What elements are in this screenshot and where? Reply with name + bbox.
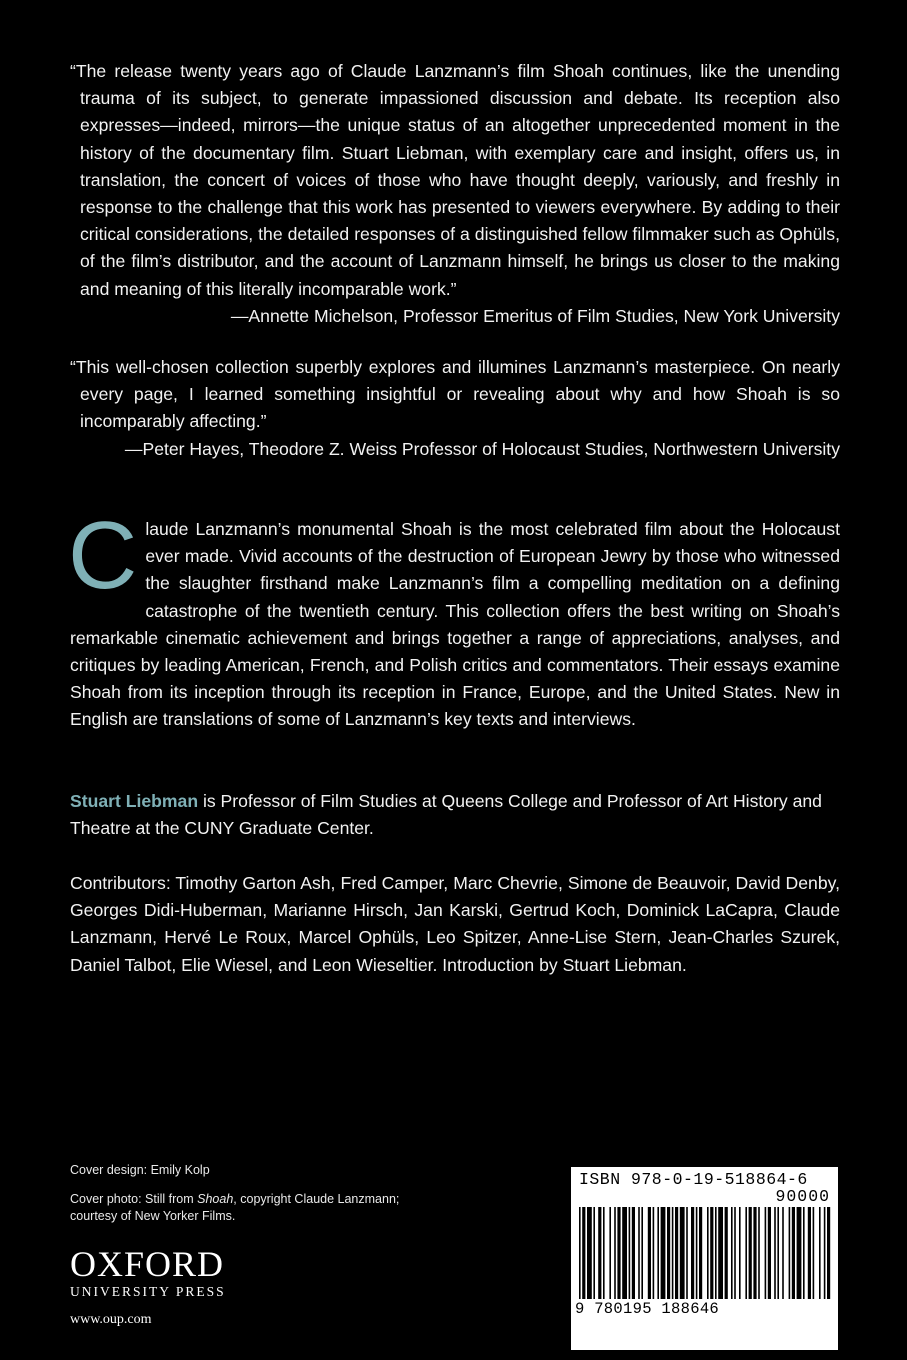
- barcode-bar: [715, 1207, 717, 1299]
- barcode-bar: [824, 1207, 826, 1299]
- barcode-bar: [797, 1207, 802, 1299]
- publisher-press: UNIVERSITY PRESS: [70, 1284, 226, 1299]
- barcode-bar: [657, 1207, 659, 1299]
- barcode-bar: [638, 1207, 640, 1299]
- barcode-bar: [819, 1207, 821, 1299]
- barcode-bar: [614, 1207, 616, 1299]
- blurb-attribution: —Annette Michelson, Professor Emeritus of Film Studies, New York University: [230, 305, 840, 326]
- barcode-bar: [707, 1207, 709, 1299]
- barcode-bar: [745, 1207, 747, 1299]
- barcode-bar: [672, 1207, 674, 1299]
- barcode-bar: [813, 1207, 815, 1299]
- barcode-bar: [675, 1207, 678, 1299]
- barcode-bar: [667, 1207, 670, 1299]
- barcode-bar: [792, 1207, 795, 1299]
- barcode-bar: [803, 1207, 805, 1299]
- barcode-bar: [753, 1207, 756, 1299]
- barcode-bar: [661, 1207, 666, 1299]
- barcode-bar: [827, 1207, 830, 1299]
- ean-number: 9 780195 188646: [575, 1300, 720, 1318]
- barcode-bars: [577, 1207, 833, 1299]
- barcode-bar: [598, 1207, 601, 1299]
- barcode-bar: [609, 1207, 611, 1299]
- author-name: Stuart Liebman: [70, 791, 199, 811]
- barcode-bar: [593, 1207, 595, 1299]
- barcode-bar: [718, 1207, 723, 1299]
- drop-cap: C: [68, 502, 138, 609]
- barcode-bar: [777, 1207, 779, 1299]
- barcode-bar: [768, 1207, 771, 1299]
- contributors-list: [70, 870, 840, 979]
- barcode-bar: [629, 1207, 631, 1299]
- blurb-michelson: [70, 58, 840, 330]
- barcode-bar: [617, 1207, 620, 1299]
- barcode-bar: [749, 1207, 752, 1299]
- blurb-text: “This well-chosen collection superbly explores and illumines Lanzmann’s masterpiece. On nearly every page, I learned something insightful or revealing about why and how Shoah is so incomparably affecting.”: [70, 357, 840, 432]
- barcode-bar: [765, 1207, 767, 1299]
- barcode-bar: [699, 1207, 702, 1299]
- barcode-bar: [579, 1207, 581, 1299]
- isbn-barcode: [571, 1167, 838, 1350]
- author-bio: [70, 788, 840, 842]
- contributors-text: Contributors: Timothy Garton Ash, Fred Camper, Marc Chevrie, Simone de Beauvoir, David Denby, Georges Didi-Huberman, Marianne Hirsch, Jan Karski, Gertrud Koch, Dominick LaCapra, Claude Lanzmann, Hervé Le Roux, Marcel Ophüls, Leo Spitzer, Anne-Lise Stern, Jean-Charles Szurek, Daniel Talbot, Elie Wiesel, and Leon Wieseltier. Introduction by Stuart Liebman.: [70, 873, 840, 975]
- barcode-bar: [696, 1207, 698, 1299]
- publisher-url: www.oup.com: [70, 1312, 152, 1327]
- barcode-bar: [587, 1207, 592, 1299]
- barcode-bar: [686, 1207, 688, 1299]
- barcode-bar: [632, 1207, 635, 1299]
- blurb-attribution: —Peter Hayes, Theodore Z. Weiss Professor of Holocaust Studies, Northwestern University: [124, 438, 840, 459]
- price-code: 90000: [775, 1187, 830, 1206]
- blurb-hayes: [70, 354, 840, 463]
- barcode-bar: [641, 1207, 643, 1299]
- barcode-bar: [648, 1207, 651, 1299]
- barcode-bar: [782, 1207, 784, 1299]
- author-bio-text: is Professor of Film Studies at Queens College and Professor of Art History and Theatre at the CUNY Graduate Center.: [70, 791, 822, 839]
- book-description: [68, 502, 840, 734]
- isbn-label: ISBN 978-0-19-518864-6: [579, 1170, 808, 1189]
- barcode-bar: [808, 1207, 811, 1299]
- barcode-bar: [582, 1207, 585, 1299]
- barcode-bar: [758, 1207, 760, 1299]
- barcode-bar: [774, 1207, 776, 1299]
- description-text: laude Lanzmann’s monumental Shoah is the most celebrated film about the Holocaust ever made. Vivid accounts of the destruction of European Jewry by those who witnessed the slaughter firsthand make Lanzmann’s film a compelling meditation on a defining catastrophe of the twentieth century. This collection offers the best writing on Shoah’s remarkable cinematic achievement and brings together a range of appreciations, analyses, and critiques by leading American, French, and Polish critics and commentators. Their essays examine Shoah from its inception through its reception in France, Europe, and the United States. New in English are translations of some of Lanzmann’s key texts and interviews.: [70, 519, 840, 730]
- barcode-bar: [710, 1207, 713, 1299]
- cover-credits: [70, 1162, 450, 1225]
- publisher-name: OXFORD: [70, 1244, 225, 1284]
- barcode-bar: [622, 1207, 627, 1299]
- cover-photo-credit: Cover photo: Still from Shoah, copyright Claude Lanzmann; courtesy of New Yorker Films.: [70, 1192, 400, 1223]
- barcode-bar: [789, 1207, 791, 1299]
- publisher-logo: [70, 1246, 226, 1300]
- barcode-bar: [603, 1207, 605, 1299]
- barcode-bar: [680, 1207, 685, 1299]
- barcode-bar: [653, 1207, 655, 1299]
- barcode-bar: [691, 1207, 694, 1299]
- barcode-bar: [734, 1207, 736, 1299]
- barcode-bar: [739, 1207, 741, 1299]
- blurb-text: “The release twenty years ago of Claude Lanzmann’s film Shoah continues, like the unending trauma of its subject, to generate impassioned discussion and debate. Its reception also expresses—indeed, mirrors—the unique status of an altogether unprecedented moment in the history of the documentary film. Stuart Liebman, with exemplary care and insight, offers us, in translation, the concert of voices of those who have thought deeply, variously, and freshly in response to the challenge that this work has presented to viewers everywhere. By adding to their critical considerations, the detailed responses of a distinguished fellow filmmaker such as Ophüls, of the film’s distributor, and the account of Lanzmann himself, he brings us closer to the making and meaning of this literally incomparable work.”: [70, 61, 840, 299]
- barcode-bar: [725, 1207, 728, 1299]
- barcode-bar: [731, 1207, 733, 1299]
- cover-design-credit: Cover design: Emily Kolp: [70, 1163, 210, 1177]
